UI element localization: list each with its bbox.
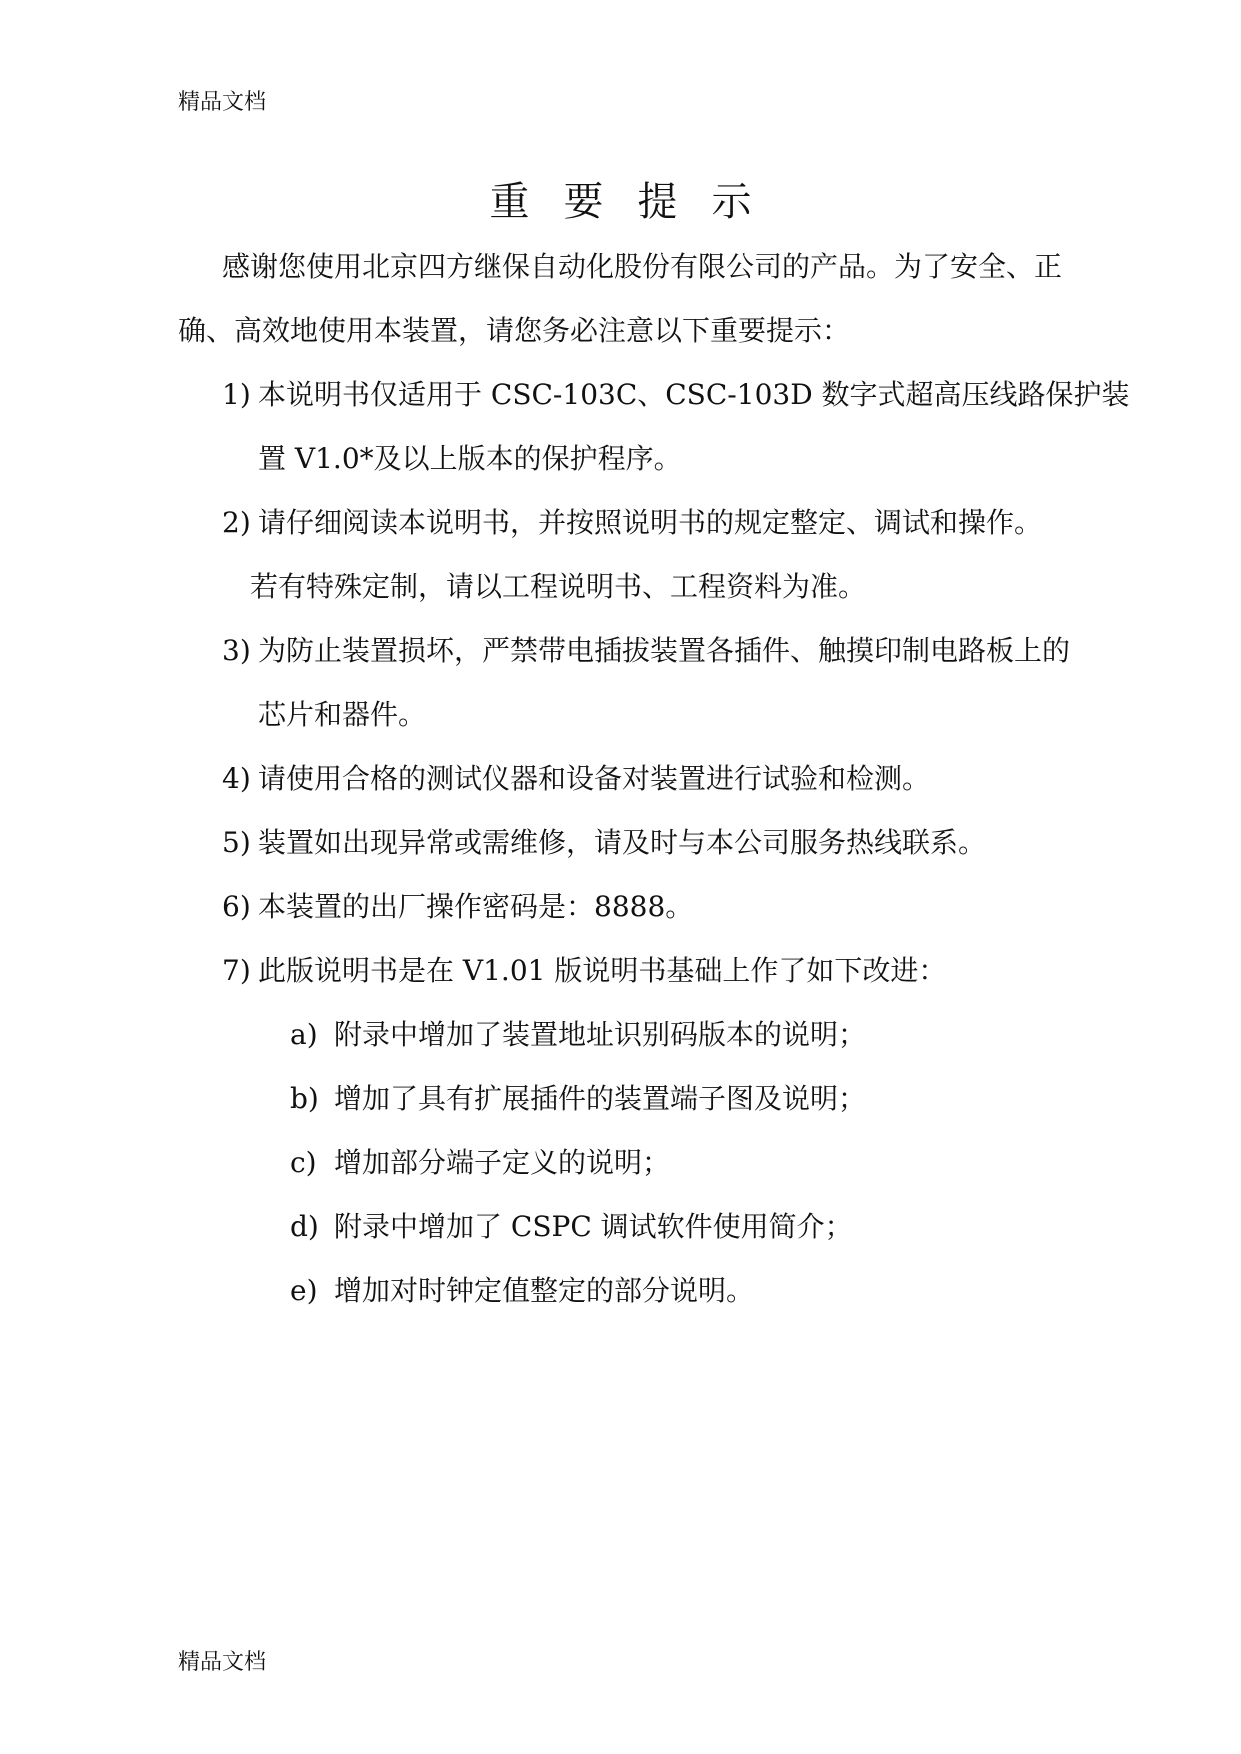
item-number: 5)	[222, 826, 251, 859]
list-item-7	[222, 954, 946, 988]
list-item-1-cont: 置 V1.0*及以上版本的保护程序。	[258, 442, 682, 475]
sub-item-b	[290, 1082, 866, 1116]
item-number: 3)	[222, 634, 251, 667]
list-item-5	[222, 826, 986, 860]
item-text: 请仔细阅读本说明书，并按照说明书的规定整定、调试和操作。	[258, 506, 1043, 539]
list-item-2-cont: 若有特殊定制，请以工程说明书、工程资料为准。	[250, 570, 867, 603]
item-number: 7)	[222, 954, 251, 987]
page-title: 重要提示	[489, 179, 786, 225]
list-item-6	[222, 890, 693, 924]
sub-item-number: c)	[290, 1146, 317, 1179]
item-text: 本说明书仅适用于 CSC-103C、CSC-103D 数字式超高压线路保护装	[258, 378, 1130, 411]
item-text: 本装置的出厂操作密码是：8888。	[258, 890, 694, 923]
item-number: 1)	[222, 378, 251, 411]
sub-item-text: 附录中增加了 CSPC 调试软件使用简介；	[334, 1210, 853, 1243]
sub-item-text: 增加对时钟定值整定的部分说明。	[334, 1274, 755, 1307]
page-footer: 精品文档	[178, 1650, 267, 1675]
item-text: 此版说明书是在 V1.01 版说明书基础上作了如下改进：	[258, 954, 947, 987]
item-text: 为防止装置损坏，严禁带电插拔装置各插件、触摸印制电路板上的	[258, 634, 1071, 667]
sub-item-c	[290, 1146, 670, 1180]
sub-item-number: b)	[290, 1082, 319, 1115]
item-text: 装置如出现异常或需维修，请及时与本公司服务热线联系。	[258, 826, 987, 859]
item-number: 6)	[222, 890, 251, 923]
intro-line-1: 感谢您使用北京四方继保自动化股份有限公司的产品。为了安全、正	[222, 250, 1063, 283]
sub-item-text: 增加了具有扩展插件的装置端子图及说明；	[334, 1082, 867, 1115]
list-item-3	[222, 634, 1070, 668]
intro-line-2: 确、高效地使用本装置，请您务必注意以下重要提示：	[178, 314, 851, 347]
item-text: 请使用合格的测试仪器和设备对装置进行试验和检测。	[258, 762, 931, 795]
sub-item-number: a)	[290, 1018, 318, 1051]
item-number: 2)	[222, 506, 251, 539]
sub-item-a	[290, 1018, 866, 1052]
item-number: 4)	[222, 762, 251, 795]
page-header: 精品文档	[178, 90, 267, 115]
list-item-3-cont: 芯片和器件。	[258, 698, 427, 731]
sub-item-number: d)	[290, 1210, 319, 1243]
sub-item-number: e)	[290, 1274, 318, 1307]
list-item-4	[222, 762, 930, 796]
list-item-1	[222, 378, 1130, 412]
sub-item-text: 增加部分端子定义的说明；	[334, 1146, 671, 1179]
sub-item-text: 附录中增加了装置地址识别码版本的说明；	[334, 1018, 867, 1051]
sub-item-e	[290, 1274, 754, 1308]
list-item-2	[222, 506, 1042, 540]
sub-item-d	[290, 1210, 853, 1244]
